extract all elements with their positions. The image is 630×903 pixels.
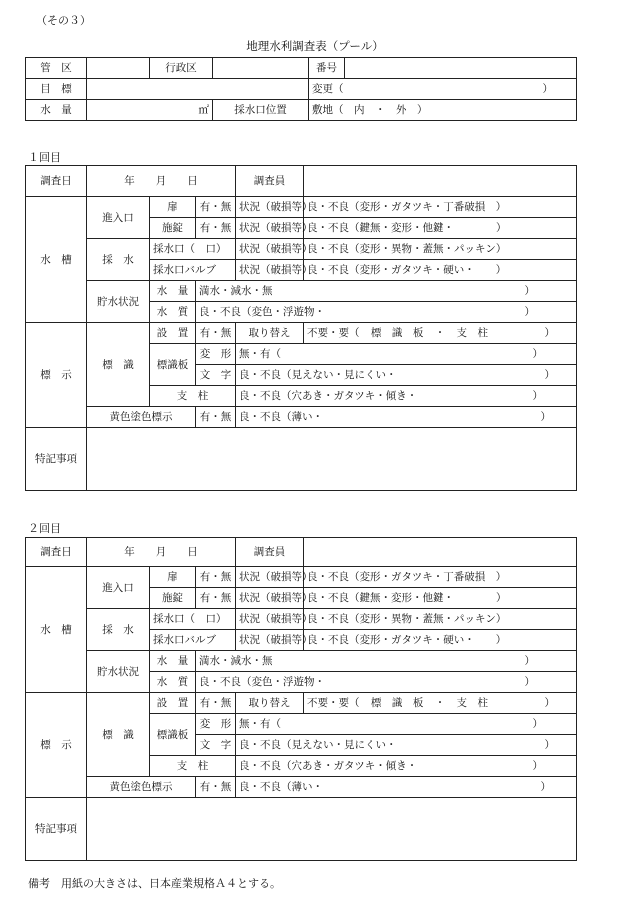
chosabi-label: 調査日 <box>26 166 87 197</box>
sejo-ari-nashi[interactable]: 有・無 <box>196 588 236 609</box>
valve-detail[interactable]: 良・不良（変形・ガタツキ・硬い・ ） <box>304 630 577 651</box>
shichu-detail[interactable] <box>236 386 577 407</box>
secchi-ari-nashi[interactable]: 有・無 <box>196 693 236 714</box>
page-label: （その３） <box>36 14 91 27</box>
fuyo-text: 不要・要（ <box>307 327 360 339</box>
close-paren: ） <box>524 655 536 667</box>
hyoshiki-label: 標 識 <box>87 693 150 777</box>
shichu-label: 支 柱 <box>150 756 236 777</box>
chosain-value[interactable] <box>304 166 577 197</box>
shichu-word: 支 柱 <box>456 327 489 339</box>
close-paren: ） <box>544 327 556 339</box>
chosain-label: 調査員 <box>236 538 304 567</box>
sejo-label: 施錠 <box>150 588 196 609</box>
valve-jokyo: 状況（破損等） <box>236 630 304 651</box>
henkei-label: 変 形 <box>196 344 236 365</box>
suishitsu-detail[interactable] <box>196 672 577 693</box>
chosui-label: 貯水状況 <box>87 281 150 323</box>
valve-detail[interactable]: 良・不良（変形・ガタツキ・硬い・ ） <box>304 260 577 281</box>
torikae-label: 取り替え <box>236 323 304 344</box>
tobira-ari-nashi[interactable]: 有・無 <box>196 567 236 588</box>
tokki-label: 特記事項 <box>26 428 87 491</box>
hyoshikiban-word: 標 識 板 <box>370 697 424 709</box>
nengappi-field[interactable]: 年 月 日 <box>87 538 236 567</box>
hyoji-label: 標 示 <box>26 693 87 798</box>
tokki-label: 特記事項 <box>26 798 87 861</box>
gyoseiku-value[interactable] <box>213 58 309 79</box>
kiiro-ari-nashi[interactable]: 有・無 <box>196 407 236 428</box>
suishitsu-detail-text: 良・不良（変色・浮遊物・ <box>199 306 325 318</box>
saisuikou-detail[interactable]: 良・不良（変形・異物・蓋無・パッキン） <box>304 609 577 630</box>
round1-label: １回目 <box>28 151 61 164</box>
kiiro-detail[interactable] <box>236 407 577 428</box>
henkei-label: 変 形 <box>196 714 236 735</box>
shinnyuguchi-label: 進入口 <box>87 197 150 239</box>
suiryo-label: 水 量 <box>150 651 196 672</box>
gyoseiku-label: 行政区 <box>150 58 213 79</box>
close-paren: ） <box>540 781 552 793</box>
suiryo-detail[interactable] <box>196 651 577 672</box>
saisuikou-label: 採水口（ 口） <box>150 609 236 630</box>
tobira-label: 扉 <box>150 567 196 588</box>
torikae-label: 取り替え <box>236 693 304 714</box>
tobira-detail[interactable]: 良・不良（変形・ガタツキ・丁番破損 ） <box>304 567 577 588</box>
moji-detail[interactable] <box>236 735 577 756</box>
mokuhyo-value[interactable] <box>87 79 309 100</box>
close-paren: ） <box>532 718 544 730</box>
bango-value[interactable] <box>345 58 577 79</box>
close-paren: ） <box>532 760 544 772</box>
henkei-detail-text: 無・有（ <box>239 718 282 730</box>
close-paren: ） <box>524 676 536 688</box>
chosui-label: 貯水状況 <box>87 651 150 693</box>
kiiro-detail-text: 良・不良（薄い・ <box>239 411 324 423</box>
header-table <box>25 57 577 121</box>
suiso-label: 水 槽 <box>26 567 87 693</box>
henko-close: ） <box>542 83 553 95</box>
close-paren: ） <box>532 390 544 402</box>
tobira-detail[interactable]: 良・不良（変形・ガタツキ・丁番破損 ） <box>304 197 577 218</box>
chosabi-label: 調査日 <box>26 538 87 567</box>
henko-field[interactable] <box>309 79 577 100</box>
close-paren: ） <box>544 369 556 381</box>
saisuikou-jokyo: 状況（破損等） <box>236 239 304 260</box>
torikae-detail[interactable] <box>304 693 577 714</box>
suishitsu-detail[interactable] <box>196 302 577 323</box>
bango-label: 番号 <box>309 58 345 79</box>
kiiro-detail[interactable] <box>236 777 577 798</box>
form-title: 地理水利調査表（プール） <box>246 39 384 53</box>
shichu-detail[interactable] <box>236 756 577 777</box>
moji-detail-text: 良・不良（見えない・見にくい・ <box>239 369 397 381</box>
sejo-jokyo: 状況（破損等） <box>236 218 304 239</box>
chosain-value[interactable] <box>304 538 577 567</box>
close-paren: ） <box>524 285 536 297</box>
henkei-detail[interactable] <box>236 344 577 365</box>
shichu-word: 支 柱 <box>456 697 489 709</box>
tokki-value[interactable] <box>87 798 577 861</box>
tobira-label: 扉 <box>150 197 196 218</box>
mokuhyo-label: 目 標 <box>26 79 87 100</box>
suiryo-detail-text: 満水・減水・無 <box>199 655 273 667</box>
close-paren: ） <box>544 697 556 709</box>
tokki-value[interactable] <box>87 428 577 491</box>
round2-label: ２回目 <box>28 522 61 535</box>
hyoshiki-label: 標 識 <box>87 323 150 407</box>
round1-table <box>25 165 577 491</box>
close-paren: ） <box>544 739 556 751</box>
suiryo-value[interactable] <box>87 100 213 121</box>
saisui-label: 採 水 <box>87 609 150 651</box>
kanku-value[interactable] <box>87 58 150 79</box>
sejo-jokyo: 状況（破損等） <box>236 588 304 609</box>
tobira-jokyo: 状況（破損等） <box>236 567 304 588</box>
moji-detail-text: 良・不良（見えない・見にくい・ <box>239 739 397 751</box>
close-paren: ） <box>532 348 544 360</box>
hyoshikiban-label: 標識板 <box>150 344 196 386</box>
chosain-label: 調査員 <box>236 166 304 197</box>
suishitsu-detail-text: 良・不良（変色・浮遊物・ <box>199 676 325 688</box>
footnote: 備考 用紙の大きさは、日本産業規格Ａ４とする。 <box>28 877 281 890</box>
sejo-detail[interactable]: 良・不良（鍵無・変形・他鍵・ ） <box>304 588 577 609</box>
valve-label: 採水口バルブ <box>150 260 236 281</box>
hyoji-label: 標 示 <box>26 323 87 428</box>
suiso-label: 水 槽 <box>26 197 87 323</box>
close-paren: ） <box>540 411 552 423</box>
moji-label: 文 字 <box>196 735 236 756</box>
hyoshikiban-word: 標 識 板 <box>370 327 424 339</box>
saisuikou-jokyo: 状況（破損等） <box>236 609 304 630</box>
unit-m3: ㎡ <box>198 104 209 116</box>
saisuikou-ichi-label: 採水口位置 <box>213 100 309 121</box>
valve-label: 採水口バルブ <box>150 630 236 651</box>
kiiro-ari-nashi[interactable]: 有・無 <box>196 777 236 798</box>
sejo-detail[interactable]: 良・不良（鍵無・変形・他鍵・ ） <box>304 218 577 239</box>
dot: ・ <box>434 697 446 709</box>
saisuikou-label: 採水口（ 口） <box>150 239 236 260</box>
shinnyuguchi-label: 進入口 <box>87 567 150 609</box>
sejo-label: 施錠 <box>150 218 196 239</box>
shichu-label: 支 柱 <box>150 386 236 407</box>
close-paren: ） <box>524 306 536 318</box>
round2-table <box>25 537 577 861</box>
tobira-ari-nashi[interactable]: 有・無 <box>196 197 236 218</box>
saisuikou-detail[interactable]: 良・不良（変形・異物・蓋無・パッキン） <box>304 239 577 260</box>
henkei-detail[interactable] <box>236 714 577 735</box>
hyoshikiban-label: 標識板 <box>150 714 196 756</box>
suiryo-detail[interactable] <box>196 281 577 302</box>
valve-jokyo: 状況（破損等） <box>236 260 304 281</box>
kanku-label: 管 区 <box>26 58 87 79</box>
kiiro-label: 黄色塗色標示 <box>87 407 196 428</box>
moji-label: 文 字 <box>196 365 236 386</box>
sejo-ari-nashi[interactable]: 有・無 <box>196 218 236 239</box>
torikae-detail[interactable] <box>304 323 577 344</box>
kiiro-label: 黄色塗色標示 <box>87 777 196 798</box>
henkei-detail-text: 無・有（ <box>239 348 282 360</box>
tobira-jokyo: 状況（破損等） <box>236 197 304 218</box>
secchi-ari-nashi[interactable]: 有・無 <box>196 323 236 344</box>
suiryo-label: 水 量 <box>26 100 87 121</box>
secchi-label: 設 置 <box>150 323 196 344</box>
secchi-label: 設 置 <box>150 693 196 714</box>
henko-label: 変更（ <box>312 83 344 95</box>
suishitsu-label: 水 質 <box>150 672 196 693</box>
fuyo-text: 不要・要（ <box>307 697 360 709</box>
shichu-detail-text: 良・不良（穴あき・ガタツキ・傾き・ <box>239 760 418 772</box>
suiryo-detail-text: 満水・減水・無 <box>199 285 273 297</box>
suiryo-label: 水 量 <box>150 281 196 302</box>
kiiro-detail-text: 良・不良（薄い・ <box>239 781 324 793</box>
saisui-label: 採 水 <box>87 239 150 281</box>
moji-detail[interactable] <box>236 365 577 386</box>
suishitsu-label: 水 質 <box>150 302 196 323</box>
shichu-detail-text: 良・不良（穴あき・ガタツキ・傾き・ <box>239 390 418 402</box>
nengappi-field[interactable]: 年 月 日 <box>87 166 236 197</box>
dot: ・ <box>434 327 446 339</box>
shikichi-field[interactable]: 敷地（ 内 ・ 外 ） <box>309 100 577 121</box>
